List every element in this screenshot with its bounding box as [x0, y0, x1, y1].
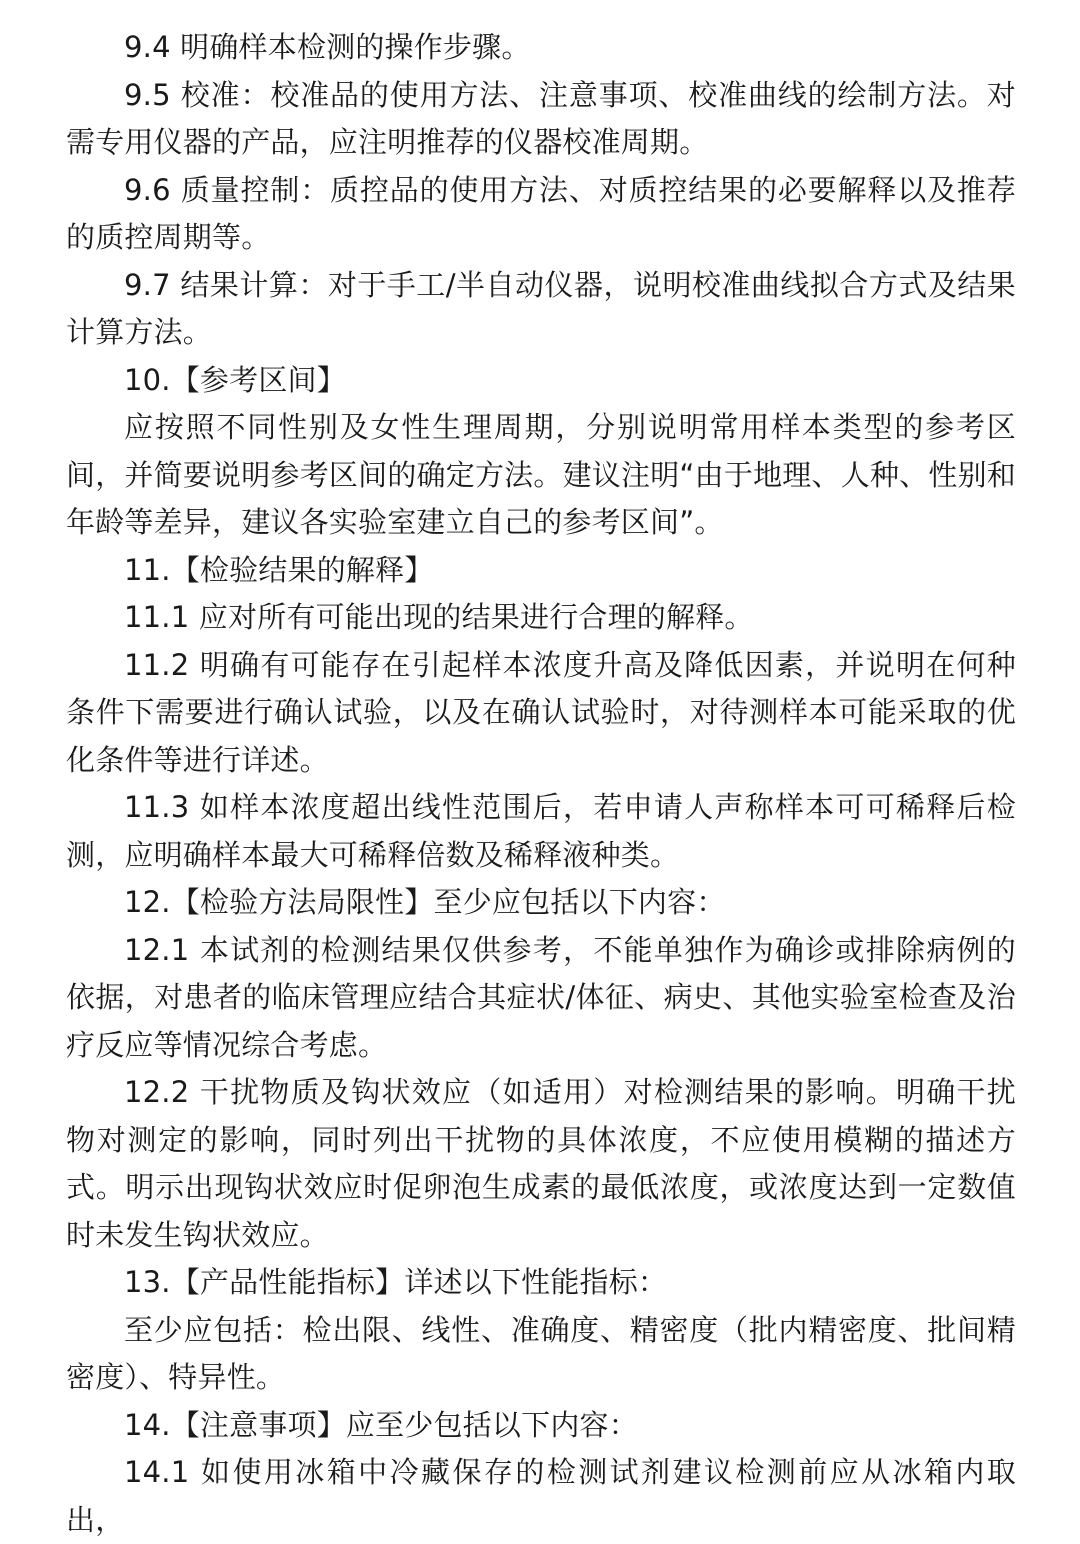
paragraph-11-1: 11.1 应对所有可能出现的结果进行合理的解释。 — [124, 600, 754, 634]
paragraph-9-5: 9.5 校准：校准品的使用方法、注意事项、校准曲线的绘制方法。对需专用仪器的产品，应注明推荐的仪器校准周期。 — [66, 77, 1016, 159]
paragraph-9-6: 9.6 质量控制：质控品的使用方法、对质控结果的必要解释以及推荐的质控周期等。 — [66, 172, 1016, 254]
section-heading-11: 11.【检验结果的解释】 — [124, 552, 434, 587]
section-heading-14: 14.【注意事项】应至少包括以下内容： — [124, 1407, 638, 1442]
paragraph-10-body: 应按照不同性别及女性生理周期，分别说明常用样本类型的参考区间，并简要说明参考区间的确定方法。建议注明“由于地理、人种、性别和年龄等差异，建议各实验室建立自己的参考区间”。 — [66, 410, 1016, 539]
paragraph-11-2: 11.2 明确有可能存在引起样本浓度升高及降低因素，并说明在何种条件下需要进行确认试验，以及在确认试验时，对待测样本可能采取的优化条件等进行详述。 — [66, 647, 1016, 777]
paragraph-11-3: 11.3 如样本浓度超出线性范围后，若申请人声称样本可可稀释后检测，应明确样本最大可稀释倍数及稀释液种类。 — [66, 790, 1016, 872]
paragraph-9-4: 9.4 明确样本检测的操作步骤。 — [124, 30, 531, 64]
paragraph-12-1: 12.1 本试剂的检测结果仅供参考，不能单独作为确诊或排除病例的依据，对患者的临床管理应结合其症状/体征、病史、其他实验室检查及治疗反应等情况综合考虑。 — [66, 932, 1016, 1062]
paragraph-14-1: 14.1 如使用冰箱中冷藏保存的检测试剂建议检测前应从冰箱内取出， — [66, 1455, 1016, 1537]
paragraph-9-7: 9.7 结果计算：对于手工/半自动仪器，说明校准曲线拟合方式及结果计算方法。 — [66, 267, 1016, 349]
paragraph-12-2: 12.2 干扰物质及钩状效应（如适用）对检测结果的影响。明确干扰物对测定的影响，同时列出干扰物的具体浓度，不应使用模糊的描述方式。明示出现钩状效应时促卵泡生成素的最低浓度，或浓度达到一定数值时未发生钩状效应。 — [66, 1075, 1016, 1252]
section-heading-10: 10.【参考区间】 — [124, 362, 346, 397]
paragraph-13-body: 至少应包括：检出限、线性、准确度、精密度（批内精密度、批间精密度）、特异性。 — [66, 1312, 1016, 1394]
section-heading-12: 12.【检验方法局限性】至少应包括以下内容： — [124, 885, 726, 919]
section-heading-13: 13.【产品性能指标】详述以下性能指标： — [124, 1265, 668, 1299]
document-body — [66, 24, 1016, 1544]
